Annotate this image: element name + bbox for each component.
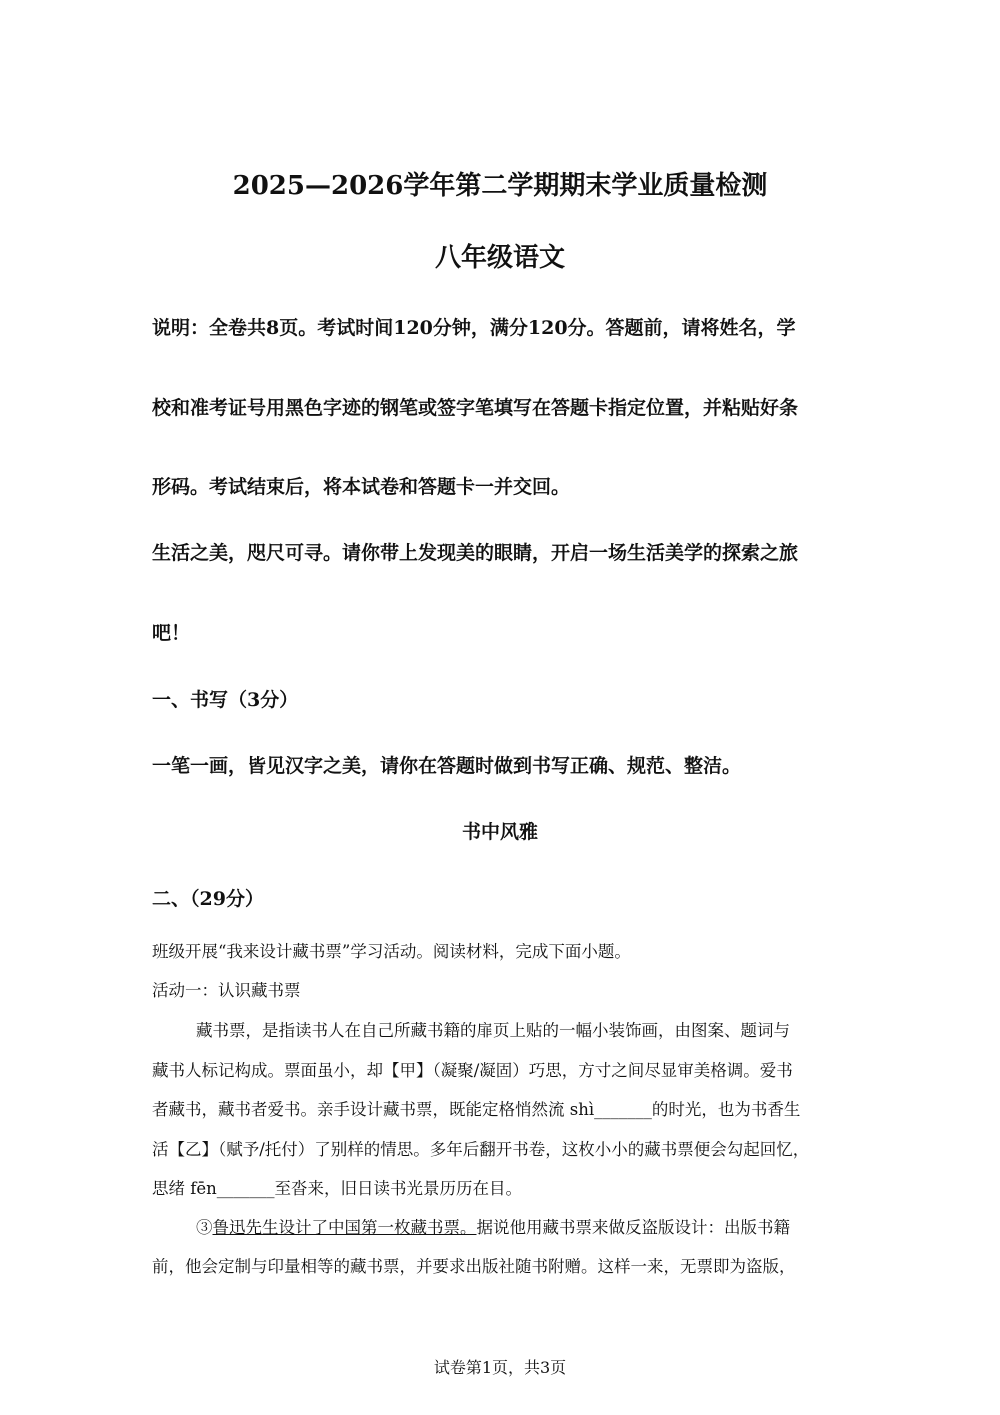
intro-line-1: 生活之美，咫尺可寻。请你带上发现美的眼睛，开启一场生活美学的探索之旅 <box>152 542 799 564</box>
exam-subtitle: 八年级语文 <box>434 243 565 273</box>
paragraph-1-line-4: 活【乙】（赋予/托付）了别样的情思。多年后翻开书卷，这枚小小的藏书票便会勾起回忆， <box>152 1140 810 1159</box>
paragraph-1-line-5: 思绪 fēn_______至沓来，旧日读书光景历历在目。 <box>152 1179 522 1198</box>
section-2-heading: 二、（29分） <box>152 888 264 910</box>
intro-line-2: 吧！ <box>152 622 191 644</box>
activity-intro: 班级开展“我来设计藏书票”学习活动。阅读材料，完成下面小题。 <box>152 942 631 961</box>
underlined-sentence: 鲁迅先生设计了中国第一枚藏书票。 <box>212 1218 477 1237</box>
instructions-line-2: 校和准考证号用黑色字迹的钢笔或签字笔填写在答题卡指定位置，并粘贴好条 <box>152 397 799 419</box>
paragraph-1-line-3: 者藏书，藏书者爱书。亲手设计藏书票，既能定格悄然流 shì_______的时光，也为书香生 <box>152 1100 801 1119</box>
section-1-heading: 一、书写（3分） <box>152 689 299 711</box>
activity-one-label: 活动一：认识藏书票 <box>152 981 301 1000</box>
page-footer: 试卷第1页，共3页 <box>433 1358 567 1377</box>
paragraph-2-line-1 <box>196 1216 790 1240</box>
paragraph-2-line-2: 前，他会定制与印量相等的藏书票，并要求出版社随书附赠。这样一来，无票即为盗版， <box>152 1257 796 1276</box>
paragraph-2-rest: 据说他用藏书票来做反盗版设计：出版书籍 <box>476 1218 790 1237</box>
section-title: 书中风雅 <box>461 821 538 843</box>
section-1-text: 一笔一画，皆见汉字之美，请你在答题时做到书写正确、规范、整洁。 <box>152 755 742 777</box>
paragraph-1-line-1: 藏书票，是指读书人在自己所藏书籍的扉页上贴的一幅小装饰画，由图案、题词与 <box>196 1021 790 1040</box>
instructions-line-3: 形码。考试结束后，将本试卷和答题卡一并交回。 <box>152 476 571 498</box>
instructions-line-1: 说明：全卷共8页。考试时间120分钟，满分120分。答题前，请将姓名，学 <box>152 317 796 339</box>
exam-title: 2025—2026学年第二学期期末学业质量检测 <box>232 171 768 201</box>
paragraph-1-line-2: 藏书人标记构成。票面虽小，却【甲】（凝聚/凝固）巧思，方寸之间尽显审美格调。爱书 <box>152 1061 793 1080</box>
sentence-number: ③ <box>196 1218 213 1237</box>
